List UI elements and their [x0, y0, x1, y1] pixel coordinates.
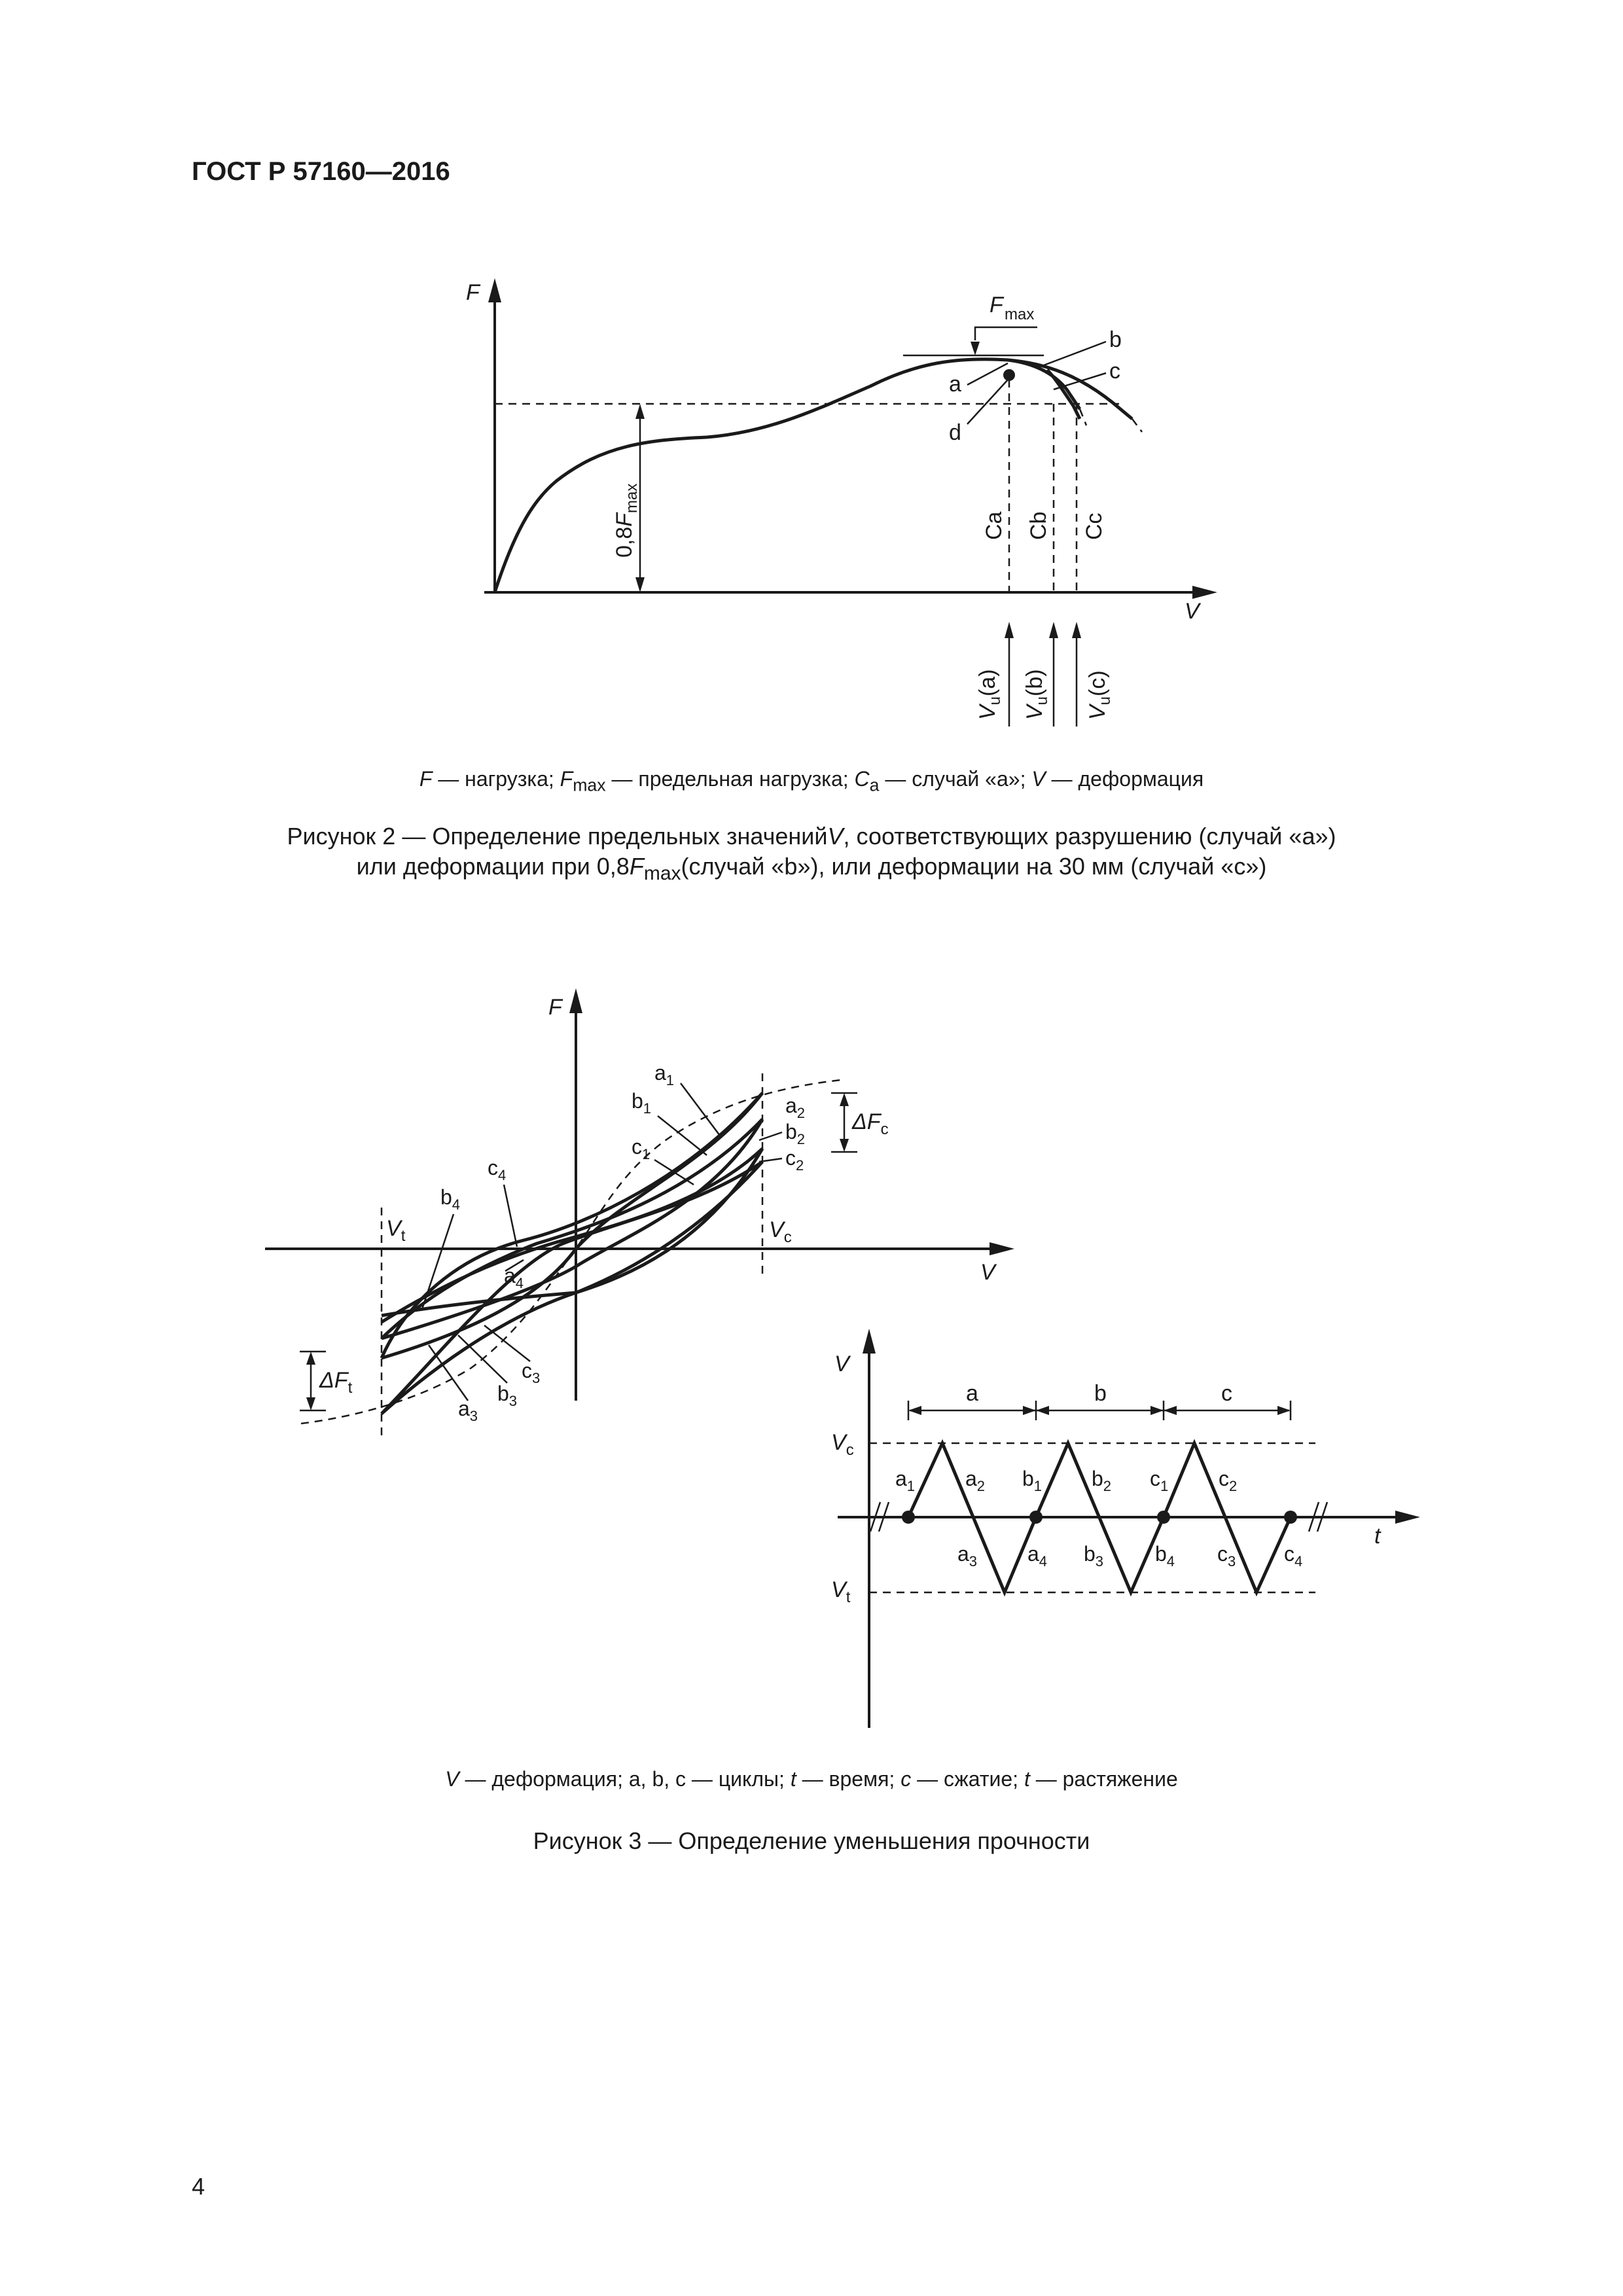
v-axis-arrow	[1192, 586, 1217, 599]
fmax-label	[990, 293, 1034, 323]
figure-2-legend: F — нагрузка; $F_{max}$ — предельная нагрузка; $C_a$ — случай «а»; V — деформация	[419, 767, 1204, 795]
hysteresis-loops	[382, 1093, 762, 1414]
level-label	[612, 484, 641, 558]
loop-labels	[422, 1061, 805, 1424]
f-axis-arrow	[488, 278, 501, 302]
vu-label-c: $V_u(c)$	[1085, 670, 1114, 720]
svg-text:c1: $c_1$	[632, 1135, 651, 1162]
figure-2-caption: Рисунок 2 — Определение предельных значенийV, соответствующих разрушению (случай «а») или деформации при $0,8F_{max}(случай$ «b»), или деформации на 30 мм (случай «с»)	[287, 823, 1336, 885]
document-header: ГОСТ Р 57160—2016	[192, 157, 450, 186]
svg-text:b3: $b_3$	[497, 1382, 518, 1409]
svg-text:c3: $c_3$	[522, 1359, 541, 1386]
svg-text:c4: $c_4$	[1284, 1542, 1303, 1570]
vu-label-a: $V_u(a)$	[975, 669, 1004, 720]
v-axis-label-hysteresis: V	[980, 1260, 995, 1285]
svg-text:c4: $c_4$	[488, 1156, 507, 1183]
svg-text:c2: $c_2$	[1219, 1467, 1238, 1494]
svg-text:b2: $b_2$	[1092, 1467, 1112, 1494]
svg-text:b3: $b_3$	[1084, 1542, 1104, 1570]
figure-3-legend: V — деформация; a, b, c — циклы; t — время; c — сжатие; t — растяжение	[445, 1767, 1178, 1791]
v-axis-label: V	[1185, 599, 1200, 624]
svg-text:c3: $c_3$	[1217, 1542, 1236, 1570]
t-axis-label-time: t	[1374, 1524, 1381, 1549]
svg-text:c2: $c_2$	[785, 1146, 804, 1174]
cycle-label-b: b	[1094, 1381, 1107, 1406]
svg-text:a1: $a_1$	[895, 1467, 916, 1494]
vt-label: $V_t$	[386, 1216, 406, 1245]
svg-text:a2: $a_2$	[965, 1467, 986, 1494]
svg-text:0,8Fmax: $0,8F_{max}$	[612, 483, 641, 558]
vu-label-b: $V_u(b)$	[1022, 669, 1051, 720]
svg-text:b1: $b_1$	[1022, 1467, 1043, 1494]
figure-2-chart	[0, 0, 1623, 772]
svg-text:b4: $b_4$	[1155, 1542, 1175, 1570]
svg-text:b2: $b_2$	[785, 1120, 806, 1147]
svg-text:F: F	[990, 293, 1003, 317]
svg-text:a2: $a_2$	[785, 1094, 806, 1121]
figure-3-chart	[0, 969, 1623, 1754]
vc-label: $V_c$	[769, 1217, 792, 1246]
svg-text:a3: $a_3$	[957, 1542, 978, 1570]
figure-3-caption: Рисунок 3 — Определение уменьшения прочности	[533, 1827, 1090, 1854]
svg-text:c1: $c_1$	[1150, 1467, 1169, 1494]
case-label-cc: Cc	[1082, 512, 1107, 540]
delta-fc-label: $\Delta F_c$	[852, 1109, 889, 1138]
svg-text:a1: $a_1$	[654, 1061, 675, 1088]
curve-c-dashed	[1080, 409, 1142, 432]
curve-label-d: d	[949, 420, 961, 445]
vc-level-label: $V_c$	[831, 1430, 854, 1459]
svg-text:max: max	[1005, 306, 1035, 323]
v-axis-label-time: V	[834, 1352, 849, 1376]
svg-text:b1: $b_1$	[632, 1089, 652, 1117]
f-axis-label-hysteresis: F	[548, 995, 562, 1020]
delta-ft-label: $\Delta F_t$	[319, 1368, 353, 1397]
case-label-cb: Cb	[1026, 511, 1051, 540]
f-axis-label: F	[466, 280, 480, 305]
cycle-label-a: a	[966, 1381, 978, 1406]
page-number: 4	[192, 2173, 205, 2200]
vt-level-label: $V_t$	[831, 1577, 851, 1606]
svg-text:a4: $a_4$	[1027, 1542, 1048, 1570]
case-label-ca: Ca	[982, 511, 1007, 540]
svg-text:a3: $a_3$	[458, 1397, 478, 1424]
load-curve	[495, 359, 1132, 592]
fmax-marker	[975, 327, 1037, 340]
cycle-label-c: c	[1221, 1381, 1232, 1406]
waveform-lower-labels	[957, 1542, 1302, 1570]
svg-text:a4: $a_4$	[504, 1264, 524, 1291]
curve-label-b: b	[1109, 327, 1122, 352]
waveform-upper-labels	[895, 1467, 1237, 1494]
curve-label-c: c	[1109, 359, 1120, 384]
svg-text:b4: $b_4$	[440, 1185, 461, 1213]
curve-label-a: a	[949, 372, 961, 397]
